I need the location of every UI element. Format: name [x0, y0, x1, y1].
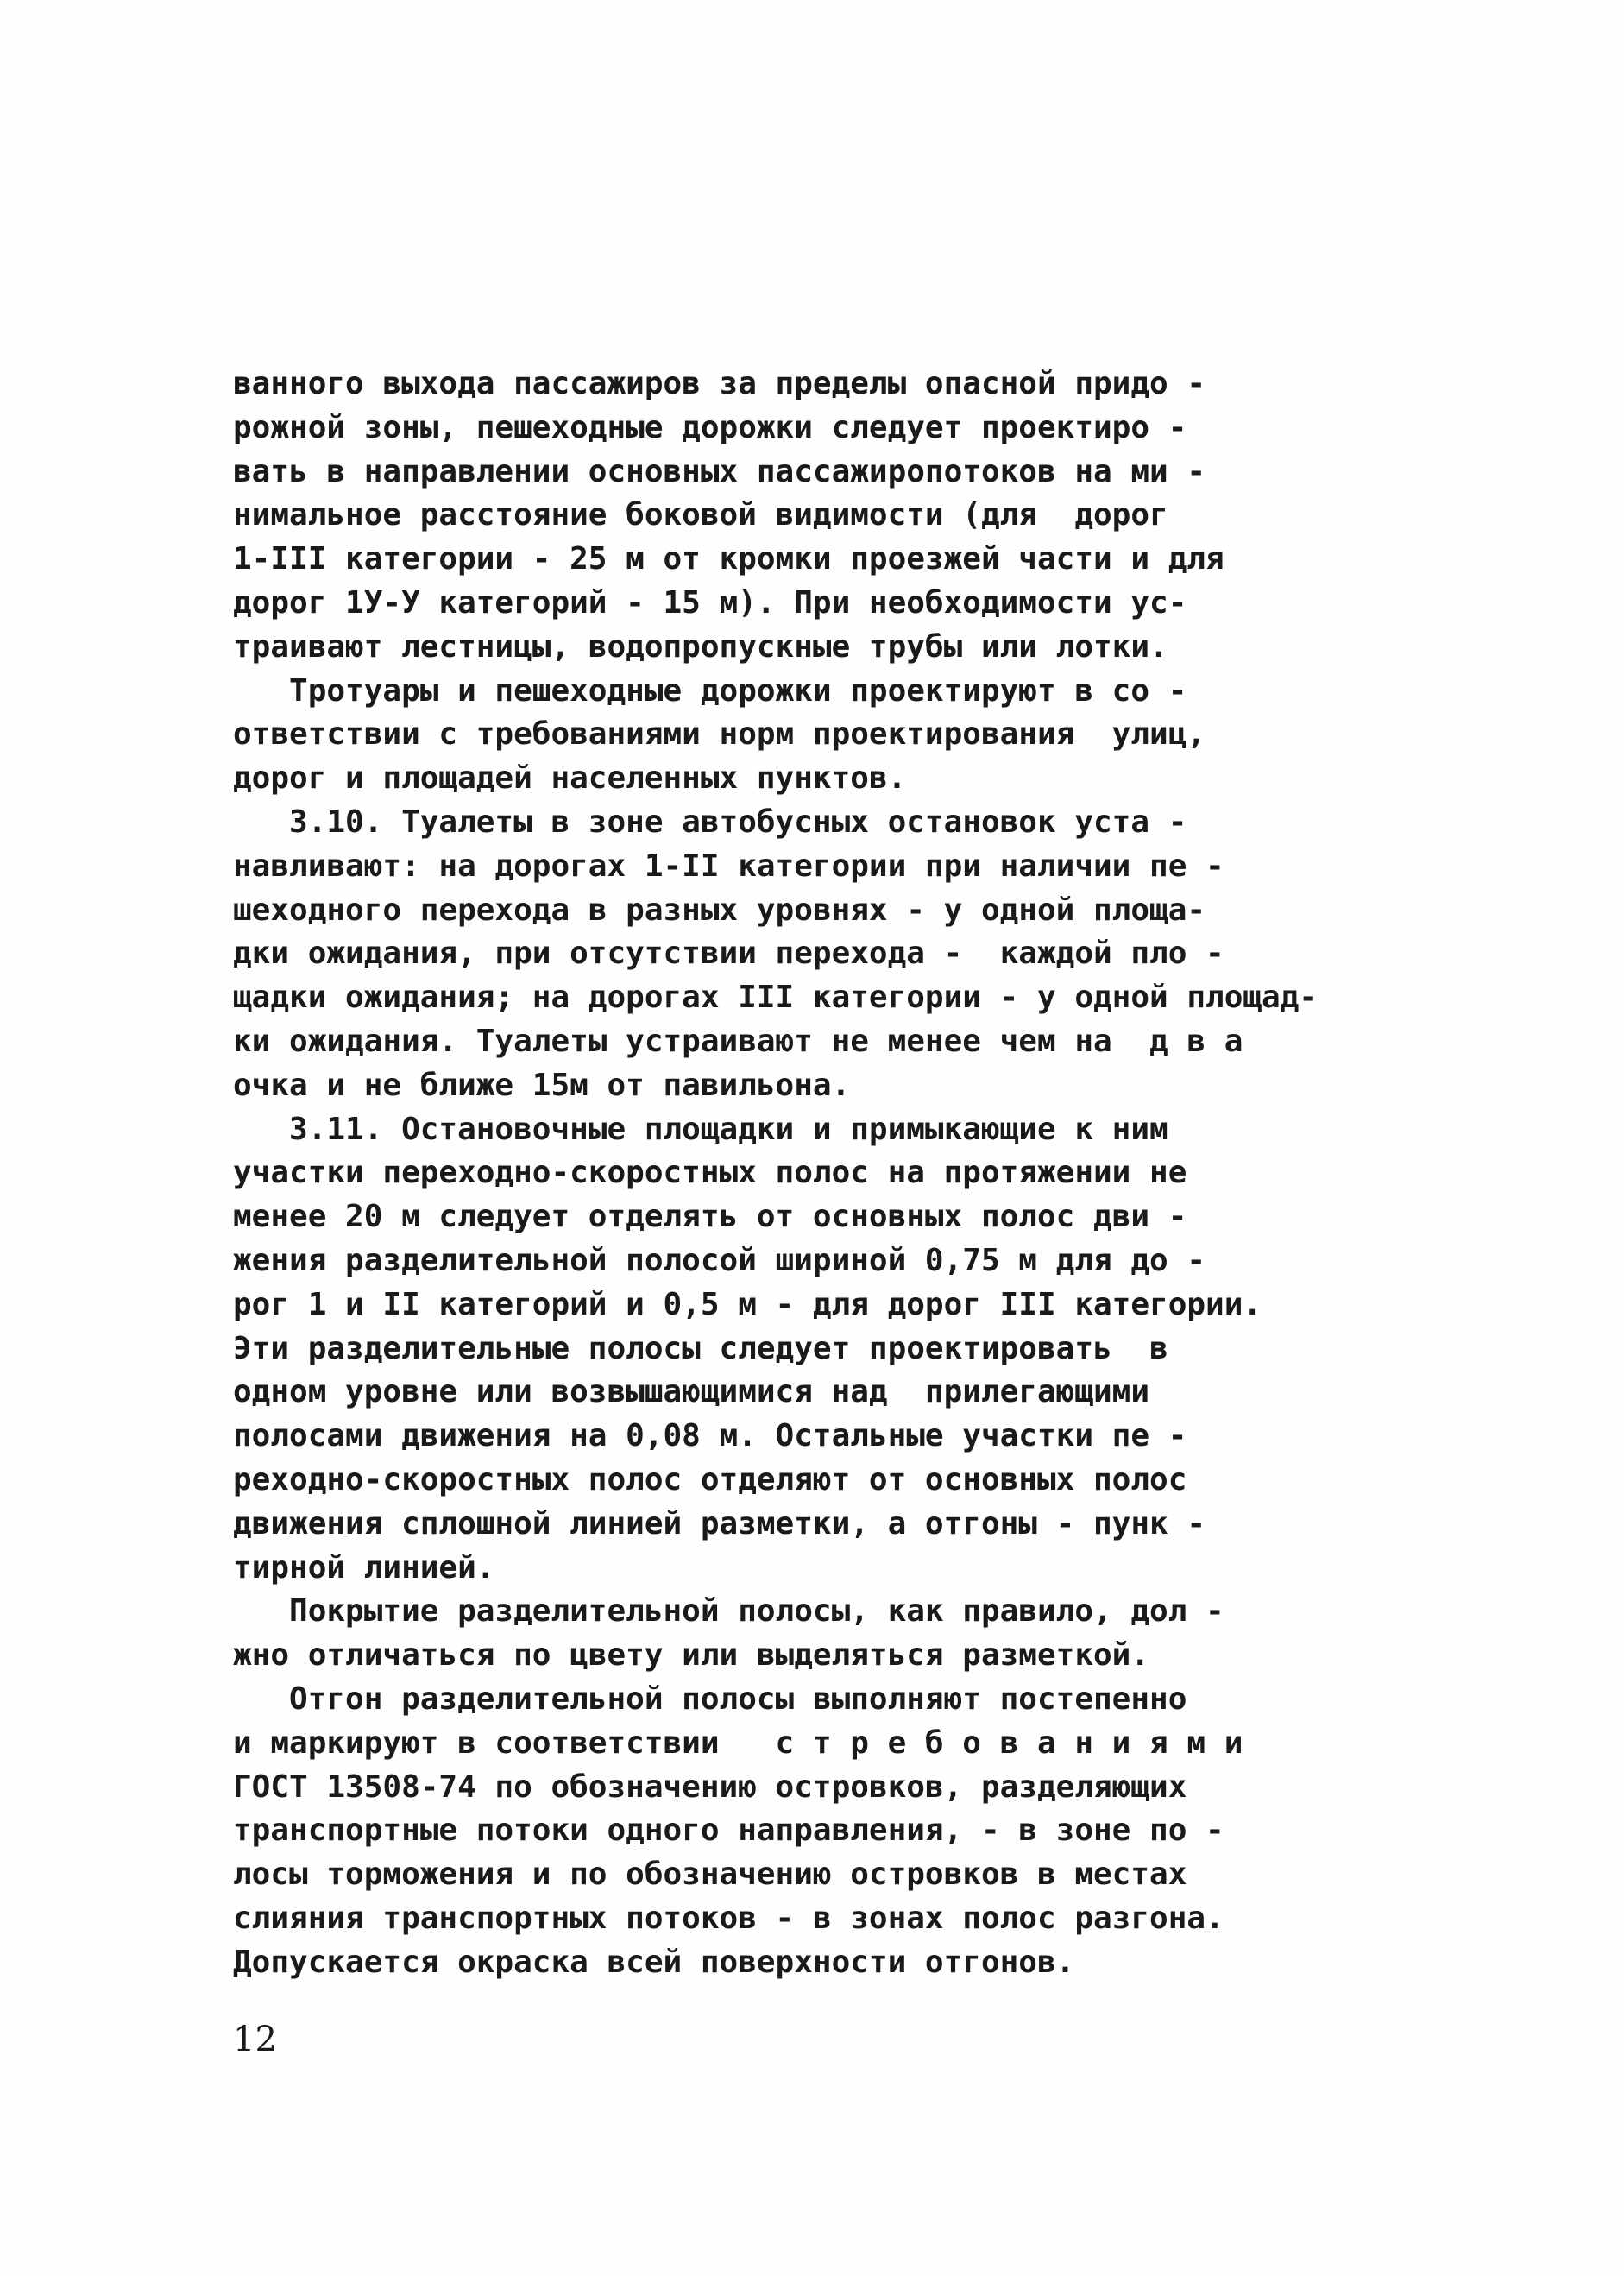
text-line: вать в направлении основных пассажиропотоков на ми -	[233, 453, 1206, 489]
text-line: реходно-скоростных полос отделяют от основных полос	[233, 1461, 1187, 1497]
page-number: 12	[233, 2020, 277, 2059]
text-line: участки переходно-скоростных полос на протяжении не	[233, 1155, 1187, 1191]
text-line: дорог и площадей населенных пунктов.	[233, 760, 907, 797]
text-line: очка и не ближе 15м от павильона.	[233, 1067, 851, 1103]
text-line: Отгон разделительной полосы выполняют постепенно	[233, 1680, 1187, 1717]
text-line: Покрытие разделительной полосы, как правило, дол -	[233, 1593, 1224, 1630]
text-line: одном уровне или возвышающимися над прилегающими	[233, 1374, 1150, 1410]
text-line: транспортные потоки одного направления, - в зоне по -	[233, 1813, 1224, 1849]
text-line: дки ожидания, при отсутствии перехода - каждой пло -	[233, 936, 1224, 972]
text-line: ГОСТ 13508-74 по обозначению островков, разделяющих	[233, 1768, 1187, 1805]
text-line: движения сплошной линией разметки, а отгоны - пунк -	[233, 1505, 1206, 1542]
text-line: щадки ожидания; на дорогах III категории - у одной площад-	[233, 980, 1319, 1016]
text-line: рожной зоны, пешеходные дорожки следует проектиро -	[233, 409, 1187, 445]
text-line: лосы торможения и по обозначению островков в местах	[233, 1857, 1187, 1893]
text-line: слияния транспортных потоков - в зонах полос разгона.	[233, 1900, 1224, 1936]
text-line: Эти разделительные полосы следует проектировать в	[233, 1330, 1168, 1366]
text-line: 1-III категории - 25 м от кромки проезжей части и для	[233, 541, 1224, 577]
text-line: 3.11. Остановочные площадки и примыкающие к ним	[233, 1111, 1168, 1147]
text-line: жения разделительной полосой шириной 0,75 м для до -	[233, 1242, 1206, 1278]
text-line: ки ожидания. Туалеты устраивают не менее чем на д в а	[233, 1023, 1243, 1059]
text-line: рог 1 и II категорий и 0,5 м - для дорог III категории.	[233, 1286, 1262, 1322]
text-line: нимальное расстояние боковой видимости (для дорог	[233, 497, 1168, 533]
text-line: полосами движения на 0,08 м. Остальные участки пе -	[233, 1418, 1187, 1454]
text-line: шеходного перехода в разных уровнях - у одной площа-	[233, 892, 1206, 928]
text-line: менее 20 м следует отделять от основных полос дви -	[233, 1199, 1187, 1235]
text-line: 3.10. Туалеты в зоне автобусных остановок уста -	[233, 804, 1187, 840]
text-line: жно отличаться по цвету или выделяться разметкой.	[233, 1637, 1150, 1674]
text-line: ванного выхода пассажиров за пределы опасной придо -	[233, 366, 1206, 401]
text-line: тирной линией.	[233, 1549, 495, 1586]
text-line: и маркируют в соответствии с т р е б о в а н и я м и	[233, 1724, 1243, 1761]
text-line: траивают лестницы, водопропускные трубы или лотки.	[233, 628, 1168, 665]
body-text	[233, 363, 1363, 1984]
text-line: Тротуары и пешеходные дорожки проектируют в со -	[233, 672, 1187, 709]
text-line: дорог 1У-У категорий - 15 м). При необходимости ус-	[233, 584, 1187, 621]
text-line: ответствии с требованиями норм проектирования улиц,	[233, 716, 1206, 753]
text-line: навливают: на дорогах 1-II категории при наличии пе -	[233, 848, 1224, 884]
text-line: Допускается окраска всей поверхности отгонов.	[233, 1944, 1075, 1980]
